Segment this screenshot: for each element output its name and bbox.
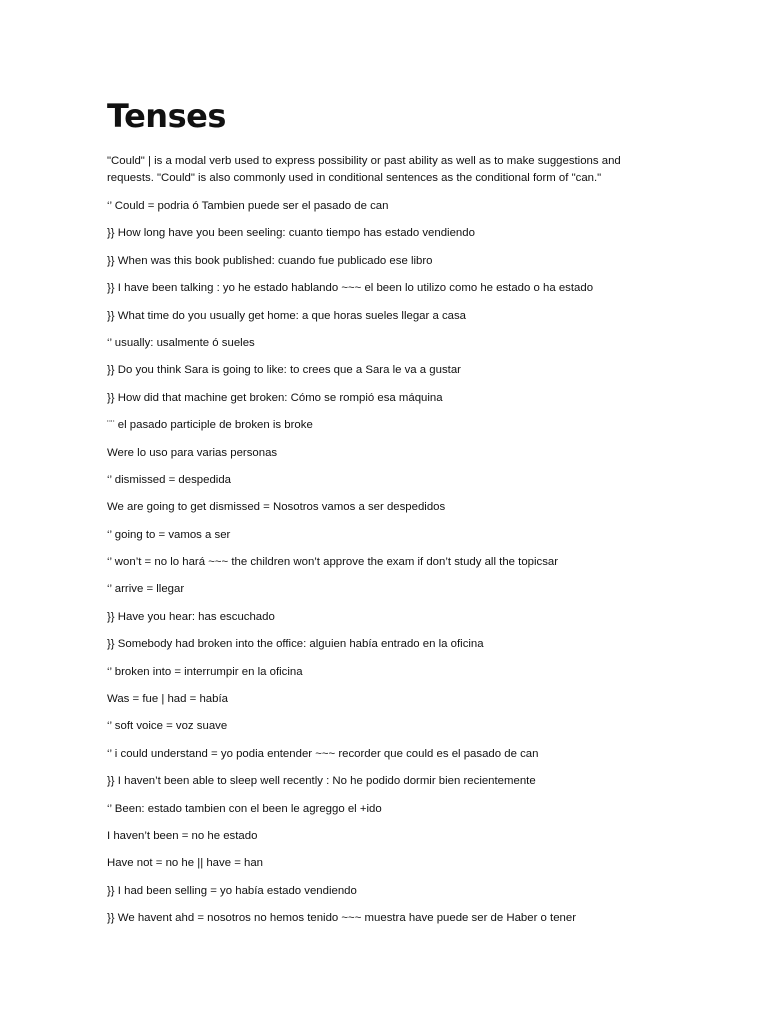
note-line: }} Have you hear: has escuchado <box>107 610 275 623</box>
note-line: ‘’ won’t = no lo hará ~~~ the children won’t approve the exam if don’t study all the topicsar <box>107 556 559 569</box>
note-line: We are going to get dismissed = Nosotros vamos a ser despedidos <box>107 501 446 514</box>
note-line: }} How long have you been seeling: cuanto tiempo has estado vendiendo <box>107 227 475 240</box>
note-line: ‘’ i could understand = yo podia entender ~~~ recorder que could es el pasado de can <box>107 747 539 760</box>
note-line: }} How did that machine get broken: Cómo se rompió esa máquina <box>107 391 443 404</box>
note-line: }} I haven’t been able to sleep well recently : No he podido dormir bien recientemente <box>107 775 536 788</box>
note-line: ‘’ Could = podria ó Tambien puede ser el pasado de can <box>107 200 389 212</box>
notes-list <box>107 197 593 937</box>
note-line: }} What time do you usually get home: a que horas sueles llegar a casa <box>107 309 467 322</box>
note-line: ‘’ dismissed = despedida <box>107 473 231 486</box>
note-line: ‘’ soft voice = voz suave <box>107 720 228 733</box>
note-line: ‘’ arrive = llegar <box>107 583 185 596</box>
note-line: ¨¨ el pasado participle de broken is broke <box>107 419 313 432</box>
note-line: }} Do you think Sara is going to like: to crees que a Sara le va a gustar <box>107 364 461 377</box>
note-line: }} I have been talking : yo he estado hablando ~~~ el been lo utilizo como he estado o ha estado <box>107 282 594 295</box>
note-line: ‘’ usually: usalmente ó sueles <box>107 336 255 349</box>
note-line: Were lo uso para varias personas <box>107 446 278 459</box>
note-line: }} I had been selling = yo había estado vendiendo <box>107 884 357 897</box>
note-line: ‘’ going to = vamos a ser <box>107 528 231 541</box>
intro-paragraph: "Could" | is a modal verb used to express possibility or past ability as well as to make suggestions and requests. "Could" is also commonly used in conditional sentences as the conditional form of "can." <box>107 155 621 184</box>
note-line: I haven’t been = no he estado <box>107 829 258 842</box>
note-line: ‘’ Been: estado tambien con el been le agreggo el +ido <box>107 802 382 815</box>
note-line: Have not = no he || have = han <box>107 857 264 870</box>
note-line: }} We havent ahd = nosotros no hemos tenido ~~~ muestra have puede ser de Haber o tener <box>107 912 577 925</box>
page-title: Tenses <box>107 97 226 135</box>
note-line: }} When was this book published: cuando fue publicado ese libro <box>107 254 433 267</box>
note-line: Was = fue | had = había <box>107 693 228 706</box>
note-line: ‘’ broken into = interrumpir en la oficina <box>107 665 303 678</box>
note-line: }} Somebody had broken into the office: alguien había entrado en la oficina <box>107 638 484 651</box>
